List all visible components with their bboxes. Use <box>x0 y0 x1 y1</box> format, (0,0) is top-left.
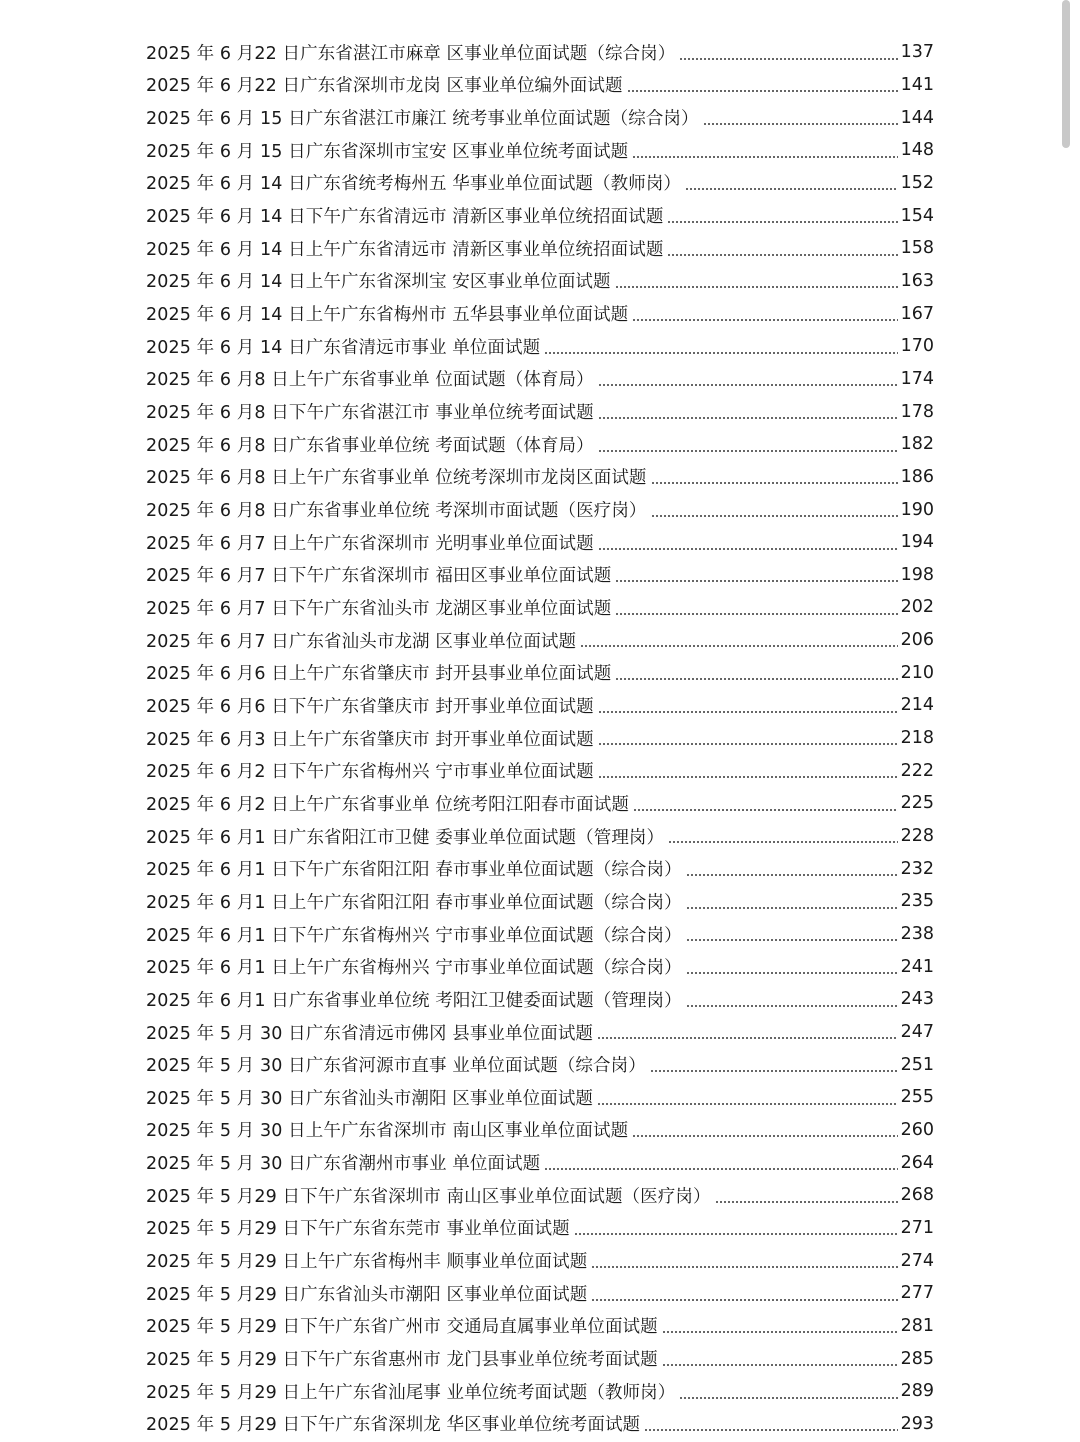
dot-leader <box>715 1201 898 1203</box>
dot-leader <box>591 1299 897 1301</box>
toc-entry-page-number: 194 <box>900 532 934 553</box>
toc-entry-page-number: 198 <box>900 564 934 585</box>
toc-entry[interactable] <box>146 950 934 983</box>
toc-entry-page-number: 274 <box>900 1250 934 1271</box>
toc-entry-page-number: 137 <box>900 42 934 63</box>
toc-entry-title: 2025 年 6 月 14 日下午广东省清远市 清新区事业单位统招面试题 <box>146 207 664 228</box>
toc-entry-page-number: 268 <box>900 1185 934 1206</box>
toc-entry-title: 2025 年 6 月7 日上午广东省深圳市 光明事业单位面试题 <box>146 533 594 554</box>
dot-leader <box>632 1135 897 1137</box>
toc-entry[interactable] <box>146 330 934 363</box>
toc-entry-page-number: 174 <box>900 368 934 389</box>
toc-entry[interactable] <box>146 526 934 559</box>
toc-entry-page-number: 182 <box>900 434 934 455</box>
scrollbar-thumb[interactable] <box>1062 0 1070 148</box>
toc-entry-page-number: 225 <box>900 793 934 814</box>
toc-entry[interactable] <box>146 983 934 1016</box>
dot-leader <box>686 907 898 909</box>
toc-entry[interactable] <box>146 1375 934 1408</box>
dot-leader <box>686 874 898 876</box>
toc-entry[interactable] <box>146 1342 934 1375</box>
toc-entry[interactable] <box>146 689 934 722</box>
toc-entry-page-number: 285 <box>900 1348 934 1369</box>
dot-leader <box>598 743 898 745</box>
toc-entry-title: 2025 年 6 月 14 日上午广东省清远市 清新区事业单位统招面试题 <box>146 239 664 260</box>
toc-entry[interactable] <box>146 428 934 461</box>
toc-entry[interactable] <box>146 559 934 592</box>
toc-entry-title: 2025 年 6 月8 日广东省事业单位统 考面试题（体育局） <box>146 435 594 456</box>
toc-entry-title: 2025 年 6 月 14 日上午广东省梅州市 五华县事业单位面试题 <box>146 305 629 326</box>
toc-entry-page-number: 281 <box>900 1315 934 1336</box>
dot-leader <box>667 221 897 223</box>
toc-entry-title: 2025 年 5 月 30 日广东省潮州市事业 单位面试题 <box>146 1154 541 1175</box>
toc-entry-page-number: 214 <box>900 695 934 716</box>
toc-entry[interactable] <box>146 852 934 885</box>
dot-leader <box>651 482 898 484</box>
toc-entry[interactable] <box>146 820 934 853</box>
dot-leader <box>544 352 897 354</box>
toc-entry-title: 2025 年 5 月29 日广东省汕头市潮阳 区事业单位面试题 <box>146 1284 588 1305</box>
toc-entry[interactable] <box>146 1244 934 1277</box>
toc-entry-page-number: 247 <box>900 1022 934 1043</box>
toc-entry-page-number: 243 <box>900 989 934 1010</box>
dot-leader <box>580 645 897 647</box>
toc-entry-title: 2025 年 5 月 30 日广东省河源市直事 业单位面试题（综合岗） <box>146 1056 646 1077</box>
vertical-scrollbar[interactable] <box>1060 0 1072 1442</box>
toc-entry-title: 2025 年 6 月1 日上午广东省阳江阳 春市事业单位面试题（综合岗） <box>146 892 682 913</box>
toc-entry-page-number: 170 <box>900 336 934 357</box>
toc-entry[interactable] <box>146 493 934 526</box>
toc-entry-page-number: 158 <box>900 238 934 259</box>
toc-entry-title: 2025 年 6 月8 日上午广东省事业单 位统考深圳市龙岗区面试题 <box>146 468 647 489</box>
toc-entry[interactable] <box>146 1408 934 1441</box>
toc-entry-title: 2025 年 5 月29 日下午广东省广州市 交通局直属事业单位面试题 <box>146 1317 658 1338</box>
toc-entry[interactable] <box>146 1048 934 1081</box>
toc-entry-title: 2025 年 6 月1 日广东省事业单位统 考阳江卫健委面试题（管理岗） <box>146 990 682 1011</box>
toc-entry-title: 2025 年 6 月 15 日广东省深圳市宝安 区事业单位统考面试题 <box>146 141 629 162</box>
toc-entry-page-number: 167 <box>900 303 934 324</box>
toc-entry-page-number: 241 <box>900 956 934 977</box>
toc-entry-page-number: 260 <box>900 1119 934 1140</box>
toc-entry-title: 2025 年 6 月6 日上午广东省肇庆市 封开县事业单位面试题 <box>146 664 612 685</box>
toc-entry-page-number: 251 <box>900 1054 934 1075</box>
toc-entry[interactable] <box>146 1146 934 1179</box>
toc-entry-page-number: 289 <box>900 1381 934 1402</box>
dot-leader <box>597 1103 898 1105</box>
toc-entry[interactable] <box>146 69 934 102</box>
dot-leader <box>598 417 898 419</box>
toc-entry-page-number: 141 <box>900 74 934 95</box>
toc-entry[interactable] <box>146 1277 934 1310</box>
dot-leader <box>679 1397 897 1399</box>
toc-entry[interactable] <box>146 1114 934 1147</box>
toc-entry-page-number: 206 <box>900 630 934 651</box>
toc-entry-title: 2025 年 6 月22 日广东省湛江市麻章 区事业单位面试题（综合岗） <box>146 43 676 64</box>
toc-entry-page-number: 218 <box>900 728 934 749</box>
dot-leader <box>685 188 898 190</box>
toc-entry-page-number: 277 <box>900 1283 934 1304</box>
toc-entry-title: 2025 年 6 月22 日广东省深圳市龙岗 区事业单位编外面试题 <box>146 76 623 97</box>
toc-entry-title: 2025 年 6 月7 日下午广东省汕头市 龙湖区事业单位面试题 <box>146 598 612 619</box>
toc-entry-title: 2025 年 5 月29 日下午广东省深圳龙 华区事业单位统考面试题 <box>146 1415 641 1436</box>
toc-entry-title: 2025 年 5 月 30 日广东省清远市佛冈 县事业单位面试题 <box>146 1023 594 1044</box>
dot-leader <box>598 548 898 550</box>
toc-entry-page-number: 293 <box>900 1413 934 1434</box>
dot-leader <box>644 1429 897 1431</box>
dot-leader <box>651 515 898 517</box>
toc-entry[interactable] <box>146 265 934 298</box>
toc-entry-title: 2025 年 6 月 14 日广东省清远市事业 单位面试题 <box>146 337 541 358</box>
dot-leader <box>574 1233 898 1235</box>
toc-entry-page-number: 202 <box>900 597 934 618</box>
toc-entry-page-number: 271 <box>900 1217 934 1238</box>
toc-entry-page-number: 163 <box>900 270 934 291</box>
toc-entry-title: 2025 年 6 月2 日上午广东省事业单 位统考阳江阳春市面试题 <box>146 794 629 815</box>
dot-leader <box>598 384 898 386</box>
toc-entry-title: 2025 年 6 月1 日广东省阳江市卫健 委事业单位面试题（管理岗） <box>146 827 665 848</box>
toc-entry[interactable] <box>146 363 934 396</box>
toc-entry-title: 2025 年 6 月1 日下午广东省梅州兴 宁市事业单位面试题（综合岗） <box>146 925 682 946</box>
dot-leader <box>627 90 898 92</box>
dot-leader <box>632 156 897 158</box>
toc-entry-title: 2025 年 6 月6 日下午广东省肇庆市 封开事业单位面试题 <box>146 696 594 717</box>
toc-entry[interactable] <box>146 1081 934 1114</box>
toc-entry-title: 2025 年 6 月3 日上午广东省肇庆市 封开事业单位面试题 <box>146 729 594 750</box>
toc-entry-title: 2025 年 6 月 15 日广东省湛江市廉江 统考事业单位面试题（综合岗） <box>146 109 699 130</box>
toc-entry[interactable] <box>146 232 934 265</box>
toc-entry-page-number: 255 <box>900 1087 934 1108</box>
toc-entry[interactable] <box>146 656 934 689</box>
toc-entry-page-number: 228 <box>900 826 934 847</box>
dot-leader <box>662 1364 898 1366</box>
dot-leader <box>615 613 897 615</box>
toc-entry-page-number: 222 <box>900 760 934 781</box>
toc-entry[interactable] <box>146 395 934 428</box>
toc-entry[interactable] <box>146 722 934 755</box>
toc-entry-title: 2025 年 6 月1 日下午广东省阳江阳 春市事业单位面试题（综合岗） <box>146 860 682 881</box>
toc-entry[interactable] <box>146 1016 934 1049</box>
toc-entry-title: 2025 年 6 月 14 日上午广东省深圳宝 安区事业单位面试题 <box>146 272 611 293</box>
toc-entry[interactable] <box>146 134 934 167</box>
toc-entry-page-number: 210 <box>900 662 934 683</box>
toc-entry-page-number: 235 <box>900 891 934 912</box>
dot-leader <box>615 580 897 582</box>
toc-entry[interactable] <box>146 754 934 787</box>
toc-entry[interactable] <box>146 885 934 918</box>
toc-entry-title: 2025 年 6 月 14 日广东省统考梅州五 华事业单位面试题（教师岗） <box>146 174 682 195</box>
dot-leader <box>591 1266 897 1268</box>
dot-leader <box>598 711 898 713</box>
toc-entry-page-number: 264 <box>900 1152 934 1173</box>
toc-entry-page-number: 190 <box>900 499 934 520</box>
dot-leader <box>668 841 897 843</box>
toc-entry[interactable] <box>146 1212 934 1245</box>
toc-entry-page-number: 144 <box>900 107 934 128</box>
toc-entry-page-number: 186 <box>900 466 934 487</box>
dot-leader <box>632 319 897 321</box>
dot-leader <box>667 254 897 256</box>
toc-entry-title: 2025 年 5 月29 日上午广东省梅州丰 顺事业单位面试题 <box>146 1252 588 1273</box>
toc-entry-page-number: 232 <box>900 858 934 879</box>
toc-entry-title: 2025 年 5 月 30 日广东省汕头市潮阳 区事业单位面试题 <box>146 1088 594 1109</box>
toc-entry[interactable] <box>146 199 934 232</box>
dot-leader <box>615 678 897 680</box>
toc-entry-title: 2025 年 6 月7 日下午广东省深圳市 福田区事业单位面试题 <box>146 566 612 587</box>
dot-leader <box>615 286 898 288</box>
toc-entry[interactable] <box>146 101 934 134</box>
dot-leader <box>633 809 898 811</box>
toc-entry-page-number: 148 <box>900 140 934 161</box>
toc-entry[interactable] <box>146 167 934 200</box>
toc-entry[interactable] <box>146 36 934 69</box>
toc-entry-title: 2025 年 5 月29 日下午广东省惠州市 龙门县事业单位统考面试题 <box>146 1350 658 1371</box>
dot-leader <box>650 1070 898 1072</box>
toc-entry[interactable] <box>146 624 934 657</box>
toc-entry-title: 2025 年 6 月8 日上午广东省事业单 位面试题（体育局） <box>146 370 594 391</box>
toc-entry-title: 2025 年 5 月29 日下午广东省东莞市 事业单位面试题 <box>146 1219 570 1240</box>
toc-entry-title: 2025 年 6 月1 日上午广东省梅州兴 宁市事业单位面试题（综合岗） <box>146 958 682 979</box>
dot-leader <box>598 776 898 778</box>
toc-entry[interactable] <box>146 461 934 494</box>
toc-entry[interactable] <box>146 918 934 951</box>
dot-leader <box>686 939 898 941</box>
toc-entry-page-number: 152 <box>900 172 934 193</box>
dot-leader <box>598 450 898 452</box>
toc-entry[interactable] <box>146 297 934 330</box>
toc-entry-page-number: 154 <box>900 205 934 226</box>
dot-leader <box>679 58 897 60</box>
dot-leader <box>662 1331 898 1333</box>
dot-leader <box>686 1005 898 1007</box>
toc-entry-title: 2025 年 6 月8 日下午广东省湛江市 事业单位统考面试题 <box>146 403 594 424</box>
toc-entry-title: 2025 年 6 月8 日广东省事业单位统 考深圳市面试题（医疗岗） <box>146 501 647 522</box>
dot-leader <box>703 123 898 125</box>
dot-leader <box>544 1168 897 1170</box>
toc-entry-title: 2025 年 6 月2 日下午广东省梅州兴 宁市事业单位面试题 <box>146 762 594 783</box>
dot-leader <box>597 1037 898 1039</box>
toc-entry-title: 2025 年 6 月7 日广东省汕头市龙湖 区事业单位面试题 <box>146 631 577 652</box>
toc-entry[interactable] <box>146 787 934 820</box>
toc-entry-page-number: 238 <box>900 924 934 945</box>
toc-entry-title: 2025 年 5 月29 日下午广东省深圳市 南山区事业单位面试题（医疗岗） <box>146 1186 711 1207</box>
toc-entry[interactable] <box>146 1310 934 1343</box>
table-of-contents <box>146 36 934 1440</box>
toc-entry[interactable] <box>146 591 934 624</box>
toc-entry[interactable] <box>146 1179 934 1212</box>
dot-leader <box>686 972 898 974</box>
toc-entry-title: 2025 年 5 月 30 日上午广东省深圳市 南山区事业单位面试题 <box>146 1121 629 1142</box>
toc-entry-title: 2025 年 5 月29 日上午广东省汕尾事 业单位统考面试题（教师岗） <box>146 1382 676 1403</box>
toc-entry-page-number: 178 <box>900 401 934 422</box>
